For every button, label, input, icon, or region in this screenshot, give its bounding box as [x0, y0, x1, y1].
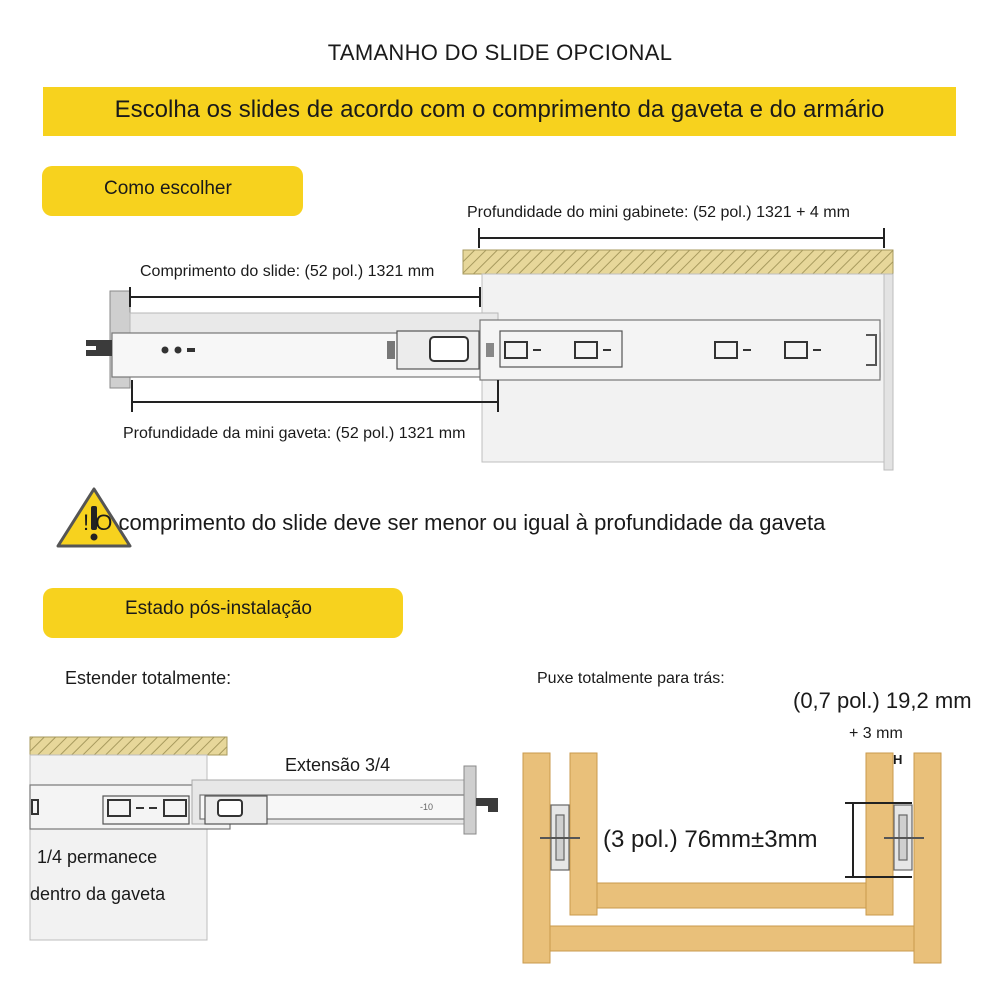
pull-back-diagram	[523, 753, 941, 963]
warning-text: ! O comprimento do slide deve ser menor ou igual à profundidade da gaveta	[83, 510, 826, 535]
h-mark: H	[893, 752, 903, 767]
cabinet-bottom	[550, 926, 914, 951]
cabinet-left-panel	[523, 753, 550, 963]
slide-bracket	[86, 340, 112, 356]
pull-title: Puxe totalmente para trás:	[537, 670, 725, 687]
cabinet-depth-label: Profundidade do mini gabinete: (52 pol.) 1321 + 4 mm	[467, 204, 850, 221]
cabinet-depth-dimension	[479, 228, 884, 248]
drawer-left-panel	[570, 753, 597, 915]
extend-title: Estender totalmente:	[65, 668, 232, 688]
drawer-bottom	[597, 883, 866, 908]
section-installed-label: Estado pós-instalação	[125, 598, 312, 619]
cabinet-top	[463, 250, 893, 274]
slide-length-label: Comprimento do slide: (52 pol.) 1321 mm	[140, 263, 435, 280]
drawer-depth-dimension	[132, 380, 498, 412]
slide-mark: -10	[420, 802, 434, 812]
extend-diagram	[30, 737, 498, 940]
remains-line1: 1/4 permanece	[37, 847, 158, 867]
slide-length-dimension	[130, 287, 480, 307]
extend-countertop	[30, 737, 227, 755]
page-title: TAMANHO DO SLIDE OPCIONAL	[327, 40, 673, 65]
cabinet-side	[884, 274, 893, 470]
tolerance-label: + 3 mm	[849, 725, 903, 742]
extension-label: Extensão 3/4	[285, 755, 391, 775]
cabinet-right-panel	[914, 753, 941, 963]
clearance-label: (0,7 pol.) 19,2 mm	[793, 688, 972, 713]
extend-drawer-front	[464, 766, 476, 834]
drawer-depth-label: Profundidade da mini gaveta: (52 pol.) 1321 mm	[123, 425, 466, 442]
drawer-right-panel	[866, 753, 893, 915]
height-label: (3 pol.) 76mm±3mm	[603, 826, 818, 853]
section-choose-label: Como escolher	[104, 178, 232, 199]
banner-text: Escolha os slides de acordo com o comprimento da gaveta e do armário	[114, 96, 885, 123]
remains-line2: dentro da gaveta	[30, 884, 166, 904]
